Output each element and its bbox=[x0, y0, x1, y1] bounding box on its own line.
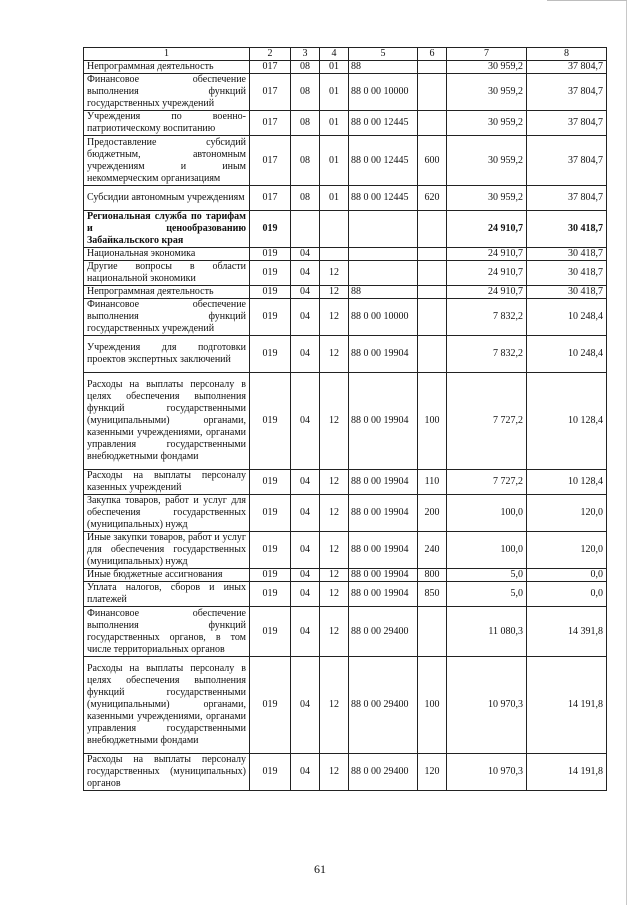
cell-section: 04 bbox=[291, 532, 320, 569]
cell-description: Другие вопросы в области национальной экономики bbox=[84, 261, 250, 286]
cell-description: Финансовое обеспечение выполнения функций государственных учреждений bbox=[84, 299, 250, 336]
cell-amount-year-1: 7 832,2 bbox=[447, 336, 527, 373]
cell-ministry-code: 017 bbox=[250, 74, 291, 111]
cell-amount-year-1: 30 959,2 bbox=[447, 136, 527, 186]
cell-target-article: 88 0 00 19904 bbox=[349, 532, 418, 569]
cell-amount-year-2: 120,0 bbox=[527, 532, 607, 569]
cell-ministry-code: 019 bbox=[250, 470, 291, 495]
cell-target-article: 88 0 00 19904 bbox=[349, 569, 418, 582]
cell-subsection: 01 bbox=[320, 74, 349, 111]
cell-section: 04 bbox=[291, 248, 320, 261]
cell-ministry-code: 017 bbox=[250, 136, 291, 186]
cell-expense-type: 600 bbox=[418, 136, 447, 186]
cell-description: Уплата налогов, сборов и иных платежей bbox=[84, 582, 250, 607]
cell-description: Иные закупки товаров, работ и услуг для обеспечения государственных (муниципальных) нужд bbox=[84, 532, 250, 569]
cell-amount-year-1: 10 970,3 bbox=[447, 754, 527, 791]
table-row bbox=[84, 61, 607, 74]
cell-expense-type: 100 bbox=[418, 657, 447, 754]
cell-section bbox=[291, 211, 320, 248]
cell-amount-year-1: 7 727,2 bbox=[447, 373, 527, 470]
table-row bbox=[84, 136, 607, 186]
table-row bbox=[84, 211, 607, 248]
cell-subsection: 12 bbox=[320, 582, 349, 607]
cell-ministry-code: 019 bbox=[250, 607, 291, 657]
cell-description: Закупка товаров, работ и услуг для обеспечения государственных (муниципальных) нужд bbox=[84, 495, 250, 532]
cell-ministry-code: 019 bbox=[250, 211, 291, 248]
cell-subsection: 12 bbox=[320, 299, 349, 336]
cell-target-article: 88 0 00 12445 bbox=[349, 136, 418, 186]
cell-amount-year-1: 24 910,7 bbox=[447, 286, 527, 299]
column-header: 3 bbox=[291, 48, 320, 61]
cell-description: Финансовое обеспечение выполнения функций государственных органов, в том числе территориальных органов bbox=[84, 607, 250, 657]
cell-ministry-code: 017 bbox=[250, 111, 291, 136]
cell-expense-type bbox=[418, 111, 447, 136]
cell-target-article: 88 0 00 19904 bbox=[349, 495, 418, 532]
cell-amount-year-1: 30 959,2 bbox=[447, 61, 527, 74]
cell-subsection: 12 bbox=[320, 607, 349, 657]
cell-amount-year-1: 24 910,7 bbox=[447, 211, 527, 248]
table-row bbox=[84, 657, 607, 754]
cell-description: Расходы на выплаты персоналу казенных учреждений bbox=[84, 470, 250, 495]
column-header: 4 bbox=[320, 48, 349, 61]
cell-expense-type bbox=[418, 607, 447, 657]
cell-amount-year-2: 10 248,4 bbox=[527, 336, 607, 373]
table-row bbox=[84, 74, 607, 111]
cell-section: 04 bbox=[291, 582, 320, 607]
cell-amount-year-1: 30 959,2 bbox=[447, 111, 527, 136]
cell-section: 04 bbox=[291, 470, 320, 495]
column-header: 7 bbox=[447, 48, 527, 61]
cell-target-article: 88 bbox=[349, 286, 418, 299]
cell-expense-type: 620 bbox=[418, 186, 447, 211]
cell-ministry-code: 019 bbox=[250, 248, 291, 261]
cell-subsection: 12 bbox=[320, 261, 349, 286]
page-top-edge-line bbox=[547, 0, 627, 1]
cell-subsection: 12 bbox=[320, 532, 349, 569]
cell-expense-type bbox=[418, 74, 447, 111]
table-row bbox=[84, 754, 607, 791]
cell-ministry-code: 017 bbox=[250, 61, 291, 74]
cell-ministry-code: 017 bbox=[250, 186, 291, 211]
cell-amount-year-1: 7 727,2 bbox=[447, 470, 527, 495]
table-header-row bbox=[84, 48, 607, 61]
cell-amount-year-2: 10 248,4 bbox=[527, 299, 607, 336]
cell-subsection: 12 bbox=[320, 657, 349, 754]
cell-target-article: 88 0 00 12445 bbox=[349, 111, 418, 136]
cell-subsection: 01 bbox=[320, 111, 349, 136]
cell-description: Учреждения для подготовки проектов экспертных заключений bbox=[84, 336, 250, 373]
cell-section: 04 bbox=[291, 754, 320, 791]
cell-amount-year-2: 30 418,7 bbox=[527, 211, 607, 248]
cell-ministry-code: 019 bbox=[250, 495, 291, 532]
table-row bbox=[84, 248, 607, 261]
cell-expense-type bbox=[418, 261, 447, 286]
cell-amount-year-2: 37 804,7 bbox=[527, 136, 607, 186]
table-row bbox=[84, 569, 607, 582]
cell-ministry-code: 019 bbox=[250, 569, 291, 582]
cell-amount-year-2: 0,0 bbox=[527, 582, 607, 607]
cell-section: 04 bbox=[291, 495, 320, 532]
cell-target-article: 88 0 00 19904 bbox=[349, 470, 418, 495]
cell-description: Непрограммная деятельность bbox=[84, 286, 250, 299]
cell-subsection bbox=[320, 211, 349, 248]
cell-subsection: 12 bbox=[320, 470, 349, 495]
table-row bbox=[84, 186, 607, 211]
cell-expense-type bbox=[418, 336, 447, 373]
cell-amount-year-2: 10 128,4 bbox=[527, 373, 607, 470]
cell-target-article: 88 0 00 10000 bbox=[349, 74, 418, 111]
cell-section: 04 bbox=[291, 569, 320, 582]
table-row bbox=[84, 336, 607, 373]
cell-subsection: 12 bbox=[320, 286, 349, 299]
column-header: 5 bbox=[349, 48, 418, 61]
cell-amount-year-2: 37 804,7 bbox=[527, 186, 607, 211]
cell-ministry-code: 019 bbox=[250, 657, 291, 754]
column-header: 8 bbox=[527, 48, 607, 61]
column-header: 6 bbox=[418, 48, 447, 61]
cell-subsection: 01 bbox=[320, 186, 349, 211]
table-row bbox=[84, 582, 607, 607]
cell-section: 04 bbox=[291, 336, 320, 373]
table-row bbox=[84, 470, 607, 495]
cell-ministry-code: 019 bbox=[250, 582, 291, 607]
cell-section: 08 bbox=[291, 186, 320, 211]
cell-subsection: 01 bbox=[320, 136, 349, 186]
cell-section: 08 bbox=[291, 111, 320, 136]
cell-amount-year-1: 100,0 bbox=[447, 532, 527, 569]
cell-amount-year-2: 37 804,7 bbox=[527, 74, 607, 111]
table-row bbox=[84, 532, 607, 569]
cell-expense-type: 800 bbox=[418, 569, 447, 582]
cell-amount-year-1: 10 970,3 bbox=[447, 657, 527, 754]
cell-ministry-code: 019 bbox=[250, 286, 291, 299]
cell-amount-year-2: 120,0 bbox=[527, 495, 607, 532]
cell-ministry-code: 019 bbox=[250, 261, 291, 286]
cell-expense-type: 200 bbox=[418, 495, 447, 532]
table-row bbox=[84, 286, 607, 299]
cell-amount-year-2: 30 418,7 bbox=[527, 248, 607, 261]
cell-expense-type bbox=[418, 286, 447, 299]
cell-subsection: 01 bbox=[320, 61, 349, 74]
budget-table bbox=[83, 47, 607, 791]
cell-amount-year-1: 7 832,2 bbox=[447, 299, 527, 336]
cell-subsection: 12 bbox=[320, 754, 349, 791]
cell-target-article: 88 0 00 29400 bbox=[349, 607, 418, 657]
cell-description: Расходы на выплаты персоналу в целях обеспечения выполнения функций государственными (муниципальными) органами, казенными учреждениями, органами управления государственными внебюджетными фондами bbox=[84, 373, 250, 470]
cell-ministry-code: 019 bbox=[250, 299, 291, 336]
page-number: 61 bbox=[314, 862, 326, 876]
column-header: 1 bbox=[84, 48, 250, 61]
cell-target-article: 88 0 00 19904 bbox=[349, 582, 418, 607]
cell-target-article: 88 bbox=[349, 61, 418, 74]
cell-subsection: 12 bbox=[320, 373, 349, 470]
cell-section: 04 bbox=[291, 373, 320, 470]
cell-section: 04 bbox=[291, 299, 320, 336]
cell-target-article: 88 0 00 12445 bbox=[349, 186, 418, 211]
cell-amount-year-1: 30 959,2 bbox=[447, 186, 527, 211]
cell-description: Национальная экономика bbox=[84, 248, 250, 261]
cell-amount-year-2: 37 804,7 bbox=[527, 61, 607, 74]
page-edge-line bbox=[626, 0, 627, 905]
cell-amount-year-2: 30 418,7 bbox=[527, 261, 607, 286]
cell-section: 04 bbox=[291, 261, 320, 286]
cell-section: 04 bbox=[291, 286, 320, 299]
cell-expense-type: 850 bbox=[418, 582, 447, 607]
column-header: 2 bbox=[250, 48, 291, 61]
cell-target-article: 88 0 00 19904 bbox=[349, 336, 418, 373]
cell-ministry-code: 019 bbox=[250, 336, 291, 373]
cell-target-article bbox=[349, 211, 418, 248]
cell-expense-type bbox=[418, 248, 447, 261]
cell-expense-type bbox=[418, 61, 447, 74]
cell-target-article: 88 0 00 19904 bbox=[349, 373, 418, 470]
cell-description: Расходы на выплаты персоналу в целях обеспечения выполнения функций государственными (муниципальными) органами, казенными учреждениями, органами управления государственными внебюджетными фондами bbox=[84, 657, 250, 754]
cell-ministry-code: 019 bbox=[250, 373, 291, 470]
cell-subsection: 12 bbox=[320, 569, 349, 582]
cell-description: Непрограммная деятельность bbox=[84, 61, 250, 74]
cell-expense-type bbox=[418, 211, 447, 248]
cell-amount-year-2: 10 128,4 bbox=[527, 470, 607, 495]
cell-ministry-code: 019 bbox=[250, 532, 291, 569]
cell-section: 04 bbox=[291, 607, 320, 657]
cell-amount-year-1: 24 910,7 bbox=[447, 248, 527, 261]
cell-expense-type: 240 bbox=[418, 532, 447, 569]
table-row bbox=[84, 495, 607, 532]
cell-target-article: 88 0 00 10000 bbox=[349, 299, 418, 336]
cell-section: 04 bbox=[291, 657, 320, 754]
table-body bbox=[84, 61, 607, 791]
cell-amount-year-1: 5,0 bbox=[447, 582, 527, 607]
cell-description: Региональная служба по тарифам и ценообразованию Забайкальского края bbox=[84, 211, 250, 248]
cell-amount-year-1: 5,0 bbox=[447, 569, 527, 582]
cell-amount-year-2: 37 804,7 bbox=[527, 111, 607, 136]
cell-description: Финансовое обеспечение выполнения функций государственных учреждений bbox=[84, 74, 250, 111]
cell-description: Учреждения по военно-патриотическому воспитанию bbox=[84, 111, 250, 136]
cell-section: 08 bbox=[291, 74, 320, 111]
cell-amount-year-1: 24 910,7 bbox=[447, 261, 527, 286]
cell-description: Расходы на выплаты персоналу государственных (муниципальных) органов bbox=[84, 754, 250, 791]
table-row bbox=[84, 299, 607, 336]
table-row bbox=[84, 111, 607, 136]
table-row bbox=[84, 261, 607, 286]
cell-amount-year-1: 100,0 bbox=[447, 495, 527, 532]
cell-amount-year-2: 14 191,8 bbox=[527, 754, 607, 791]
cell-subsection: 12 bbox=[320, 336, 349, 373]
cell-section: 08 bbox=[291, 61, 320, 74]
cell-amount-year-2: 0,0 bbox=[527, 569, 607, 582]
cell-amount-year-2: 14 391,8 bbox=[527, 607, 607, 657]
cell-expense-type bbox=[418, 299, 447, 336]
cell-description: Иные бюджетные ассигнования bbox=[84, 569, 250, 582]
cell-ministry-code: 019 bbox=[250, 754, 291, 791]
cell-subsection: 12 bbox=[320, 495, 349, 532]
cell-target-article: 88 0 00 29400 bbox=[349, 754, 418, 791]
table-row bbox=[84, 373, 607, 470]
cell-target-article: 88 0 00 29400 bbox=[349, 657, 418, 754]
cell-section: 08 bbox=[291, 136, 320, 186]
cell-expense-type: 120 bbox=[418, 754, 447, 791]
cell-expense-type: 100 bbox=[418, 373, 447, 470]
cell-amount-year-1: 11 080,3 bbox=[447, 607, 527, 657]
table-row bbox=[84, 607, 607, 657]
cell-subsection bbox=[320, 248, 349, 261]
cell-target-article bbox=[349, 248, 418, 261]
cell-description: Предоставление субсидий бюджетным, автономным учреждениям и иным некоммерческим организациям bbox=[84, 136, 250, 186]
cell-target-article bbox=[349, 261, 418, 286]
cell-amount-year-2: 14 191,8 bbox=[527, 657, 607, 754]
cell-description: Субсидии автономным учреждениям bbox=[84, 186, 250, 211]
cell-amount-year-2: 30 418,7 bbox=[527, 286, 607, 299]
cell-amount-year-1: 30 959,2 bbox=[447, 74, 527, 111]
cell-expense-type: 110 bbox=[418, 470, 447, 495]
